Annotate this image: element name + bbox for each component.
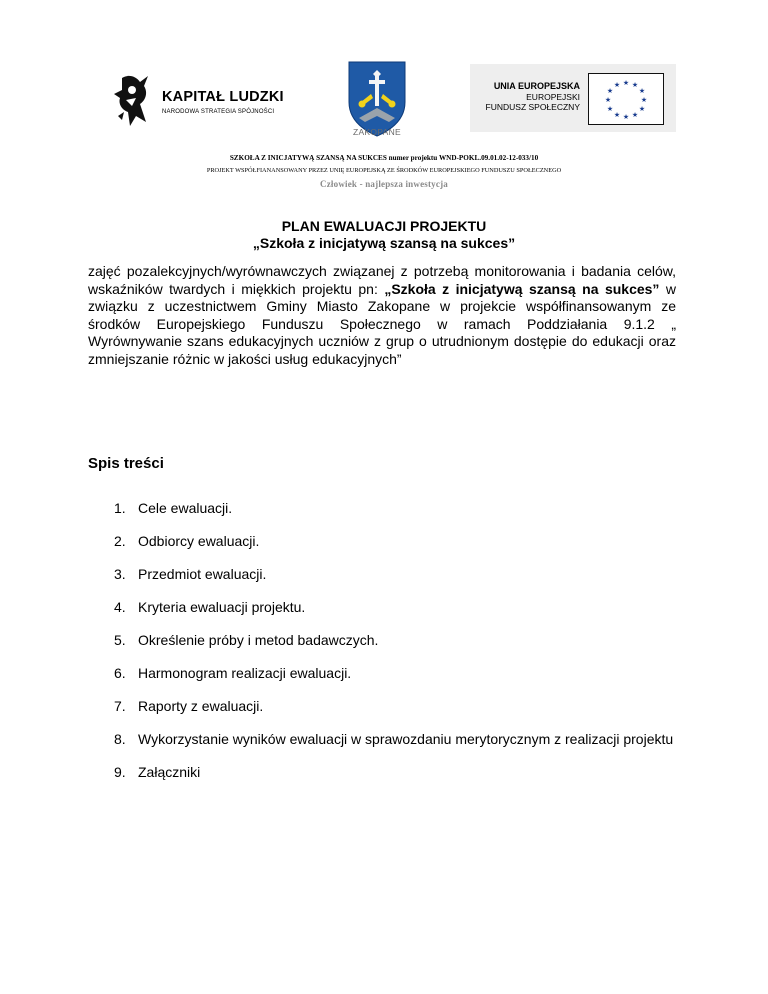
- svg-text:★: ★: [638, 105, 646, 113]
- intro-line: związku z uczestnictwem Gminy Miasto Zakopane w projekcie współfinansowanym ze: [88, 298, 676, 314]
- toc-item-number: 6.: [114, 665, 126, 681]
- eu-line-3: FUNDUSZ SPOŁECZNY: [485, 102, 580, 112]
- toc-item-text: Wykorzystanie wyników ewaluacji w sprawozdaniu merytorycznym z realizacji projektu: [138, 731, 674, 747]
- toc-item-text: Kryteria ewaluacji projektu.: [138, 599, 306, 615]
- svg-text:★: ★: [622, 113, 630, 121]
- toc-item: [114, 698, 684, 715]
- eu-fund-text: [486, 81, 580, 113]
- intro-text: w: [659, 280, 677, 297]
- eu-line-1: UNIA EUROPEJSKA: [493, 81, 580, 91]
- intro-line: zmniejszanie różnic w jakości usług edukacyjnych”: [88, 350, 402, 367]
- toc-item: [114, 632, 684, 649]
- intro-line: środków Europejskiego Funduszu Społecznego w ramach Poddziałania 9.1.2 „: [88, 315, 676, 332]
- intro-line: Wyrównywanie szans edukacyjnych uczniów z grup o utrudnionym dostępie do edukacji oraz: [88, 333, 676, 349]
- svg-text:★: ★: [613, 111, 621, 119]
- toc-item-text: Odbiorcy ewaluacji.: [138, 533, 260, 549]
- svg-text:★: ★: [606, 105, 614, 113]
- intro-line: [88, 281, 676, 299]
- svg-text:★: ★: [604, 96, 612, 104]
- toc-item: [114, 566, 684, 583]
- kapital-ludzki-emblem-icon: [114, 72, 156, 128]
- document-title: [0, 218, 768, 252]
- document-title-line-2: „Szkoła z inicjatywą szansą na sukces”: [252, 235, 516, 251]
- toc-item-text: Harmonogram realizacji ewaluacji.: [138, 665, 352, 681]
- toc-heading: Spis treści: [88, 455, 164, 472]
- toc-item-number: 2.: [114, 533, 126, 549]
- svg-text:★: ★: [631, 111, 639, 119]
- toc-item-number: 3.: [114, 566, 126, 582]
- toc-item: [114, 599, 684, 616]
- svg-text:★: ★: [622, 79, 630, 87]
- crest-caption: ZAKOPANE: [352, 127, 402, 137]
- svg-text:★: ★: [606, 87, 614, 95]
- toc-item-text: Cele ewaluacji.: [138, 500, 233, 516]
- toc-item: [114, 764, 684, 781]
- kapital-ludzki-title: KAPITAŁ LUDZKI: [162, 89, 284, 105]
- intro-line: zajęć pozalekcyjnych/wyrównawczych związanej z potrzebą monitorowania i badania celów,: [88, 263, 676, 279]
- slogan-line: Człowiek - najlepsza inwestycja: [320, 179, 448, 189]
- svg-text:★: ★: [638, 87, 646, 95]
- project-name-line: SZKOŁA Z INICJATYWĄ SZANSĄ NA SUKCES numer projektu WND-POKL.09.01.02-12-033/10: [229, 154, 539, 162]
- toc-item-number: 5.: [114, 632, 126, 648]
- project-title-inline: „Szkoła z inicjatywą szansą na sukces”: [384, 280, 660, 297]
- toc-item: [114, 533, 684, 550]
- toc-item: [114, 500, 684, 517]
- kapital-ludzki-logo: [114, 72, 284, 128]
- toc-item-number: 9.: [114, 764, 126, 780]
- kapital-ludzki-subtitle: NARODOWA STRATEGIA SPÓJNOŚCI: [162, 109, 275, 115]
- document-title-line-1: PLAN EWALUACJI PROJEKTU: [281, 218, 487, 234]
- toc-item-text: Przedmiot ewaluacji.: [138, 566, 267, 582]
- toc-list: [114, 500, 684, 797]
- toc-item-number: 7.: [114, 698, 126, 714]
- eu-line-2: EUROPEJSKI: [526, 91, 580, 102]
- eu-flag-icon: [588, 73, 664, 125]
- toc-item-number: 4.: [114, 599, 126, 615]
- cofinance-line: PROJEKT WSPÓŁFIANANSOWANY PRZEZ UNIĘ EUROPEJSKĄ ZE ŚRODKÓW EUROPEJSKIEGO FUNDUSZU SPOŁECZNEGO: [206, 167, 562, 174]
- intro-text: wskaźników twardych i miękkich projektu pn:: [88, 280, 385, 297]
- toc-item-text: Załączniki: [138, 764, 201, 780]
- toc-item-number: 8.: [114, 731, 126, 747]
- toc-item: [114, 731, 684, 748]
- svg-text:★: ★: [613, 81, 621, 89]
- toc-item-text: Określenie próby i metod badawczych.: [138, 632, 379, 648]
- intro-paragraph: [88, 263, 676, 368]
- svg-text:★: ★: [640, 96, 648, 104]
- toc-item-text: Raporty z ewaluacji.: [138, 698, 264, 714]
- svg-text:★: ★: [631, 81, 639, 89]
- eu-fund-logo: [470, 64, 676, 132]
- toc-item-number: 1.: [114, 500, 126, 516]
- toc-item: [114, 665, 684, 682]
